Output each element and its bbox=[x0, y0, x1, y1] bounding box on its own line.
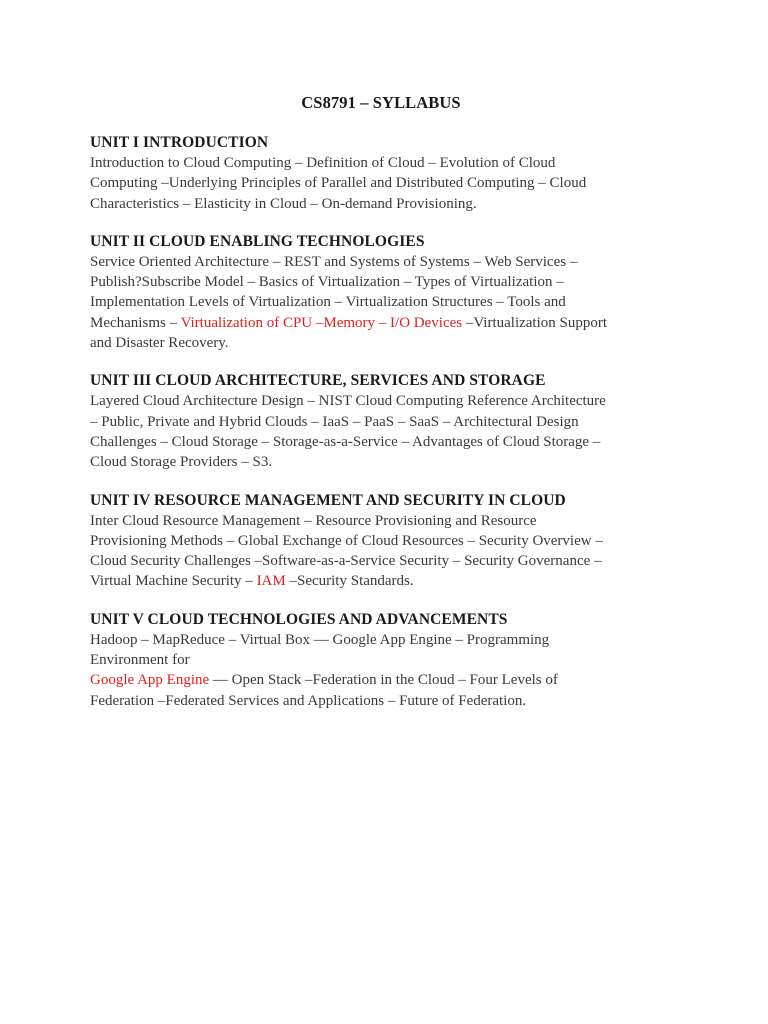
unit-5-line: Hadoop – MapReduce – Virtual Box –– Google App Engine – Programming bbox=[90, 631, 550, 648]
unit-4-section bbox=[90, 491, 690, 592]
unit-5-section bbox=[90, 610, 690, 711]
unit-4-line: Cloud Security Challenges –Software-as-a-Service Security – Security Governance – bbox=[90, 553, 602, 570]
unit-4-line-mixed bbox=[90, 571, 690, 591]
unit-5-line: Federation –Federated Services and Applications – Future of Federation. bbox=[90, 692, 527, 709]
highlighted-topic: Virtualization of CPU –Memory – I/O Devices bbox=[180, 314, 463, 331]
highlighted-topic: IAM bbox=[256, 573, 286, 590]
highlighted-topic: Google App Engine bbox=[90, 672, 210, 689]
unit-5-heading: UNIT V CLOUD TECHNOLOGIES AND ADVANCEMENTS bbox=[90, 610, 508, 628]
unit-4-line: Provisioning Methods – Global Exchange of Cloud Resources – Security Overview – bbox=[90, 532, 603, 549]
unit-1-line: Introduction to Cloud Computing – Definition of Cloud – Evolution of Cloud bbox=[90, 155, 556, 171]
unit-5-text: –– Open Stack –Federation in the Cloud – Four Levels of bbox=[209, 672, 558, 689]
unit-2-body bbox=[90, 252, 690, 353]
unit-4-body bbox=[90, 511, 690, 592]
document-page bbox=[90, 93, 690, 729]
unit-1-body bbox=[90, 153, 690, 214]
unit-4-text: –Security Standards. bbox=[285, 573, 414, 590]
unit-4-line: Inter Cloud Resource Management – Resource Provisioning and Resource bbox=[90, 512, 537, 529]
unit-3-line: Challenges – Cloud Storage – Storage-as-a-Service – Advantages of Cloud Storage – bbox=[90, 433, 601, 450]
unit-3-line: – Public, Private and Hybrid Clouds – IaaS – PaaS – SaaS – Architectural Design bbox=[90, 413, 579, 430]
unit-2-heading: UNIT II CLOUD ENABLING TECHNOLOGIES bbox=[90, 232, 425, 250]
unit-2-text: –Virtualization Support bbox=[462, 314, 608, 331]
unit-2-text: Mechanisms – bbox=[90, 314, 181, 331]
unit-3-body bbox=[90, 391, 690, 472]
unit-1-heading: UNIT I INTRODUCTION bbox=[90, 134, 269, 151]
unit-3-line: Cloud Storage Providers – S3. bbox=[90, 454, 273, 471]
unit-2-line: Publish?Subscribe Model – Basics of Virtualization – Types of Virtualization – bbox=[90, 274, 564, 291]
unit-4-text: Virtual Machine Security – bbox=[90, 573, 257, 590]
unit-1-line: Computing –Underlying Principles of Parallel and Distributed Computing – Cloud bbox=[90, 175, 587, 192]
unit-1-line: Characteristics – Elasticity in Cloud – On-demand Provisioning. bbox=[90, 195, 477, 212]
unit-3-line: Layered Cloud Architecture Design – NIST Cloud Computing Reference Architecture bbox=[90, 393, 606, 410]
unit-1-section bbox=[90, 133, 690, 214]
unit-2-section bbox=[90, 232, 690, 353]
unit-5-line: Environment for bbox=[90, 652, 190, 669]
unit-5-body bbox=[90, 630, 690, 711]
unit-2-line-mixed bbox=[90, 313, 690, 333]
unit-3-section bbox=[90, 371, 690, 472]
document-title: CS8791 – SYLLABUS bbox=[301, 93, 461, 112]
unit-2-line: and Disaster Recovery. bbox=[90, 335, 229, 352]
unit-5-line-mixed bbox=[90, 670, 690, 690]
unit-4-heading: UNIT IV RESOURCE MANAGEMENT AND SECURITY IN CLOUD bbox=[90, 491, 566, 509]
unit-3-heading: UNIT III CLOUD ARCHITECTURE, SERVICES AND STORAGE bbox=[90, 372, 546, 390]
unit-2-line: Implementation Levels of Virtualization – Virtualization Structures – Tools and bbox=[90, 294, 566, 311]
unit-2-line: Service Oriented Architecture – REST and Systems of Systems – Web Services – bbox=[90, 253, 578, 270]
